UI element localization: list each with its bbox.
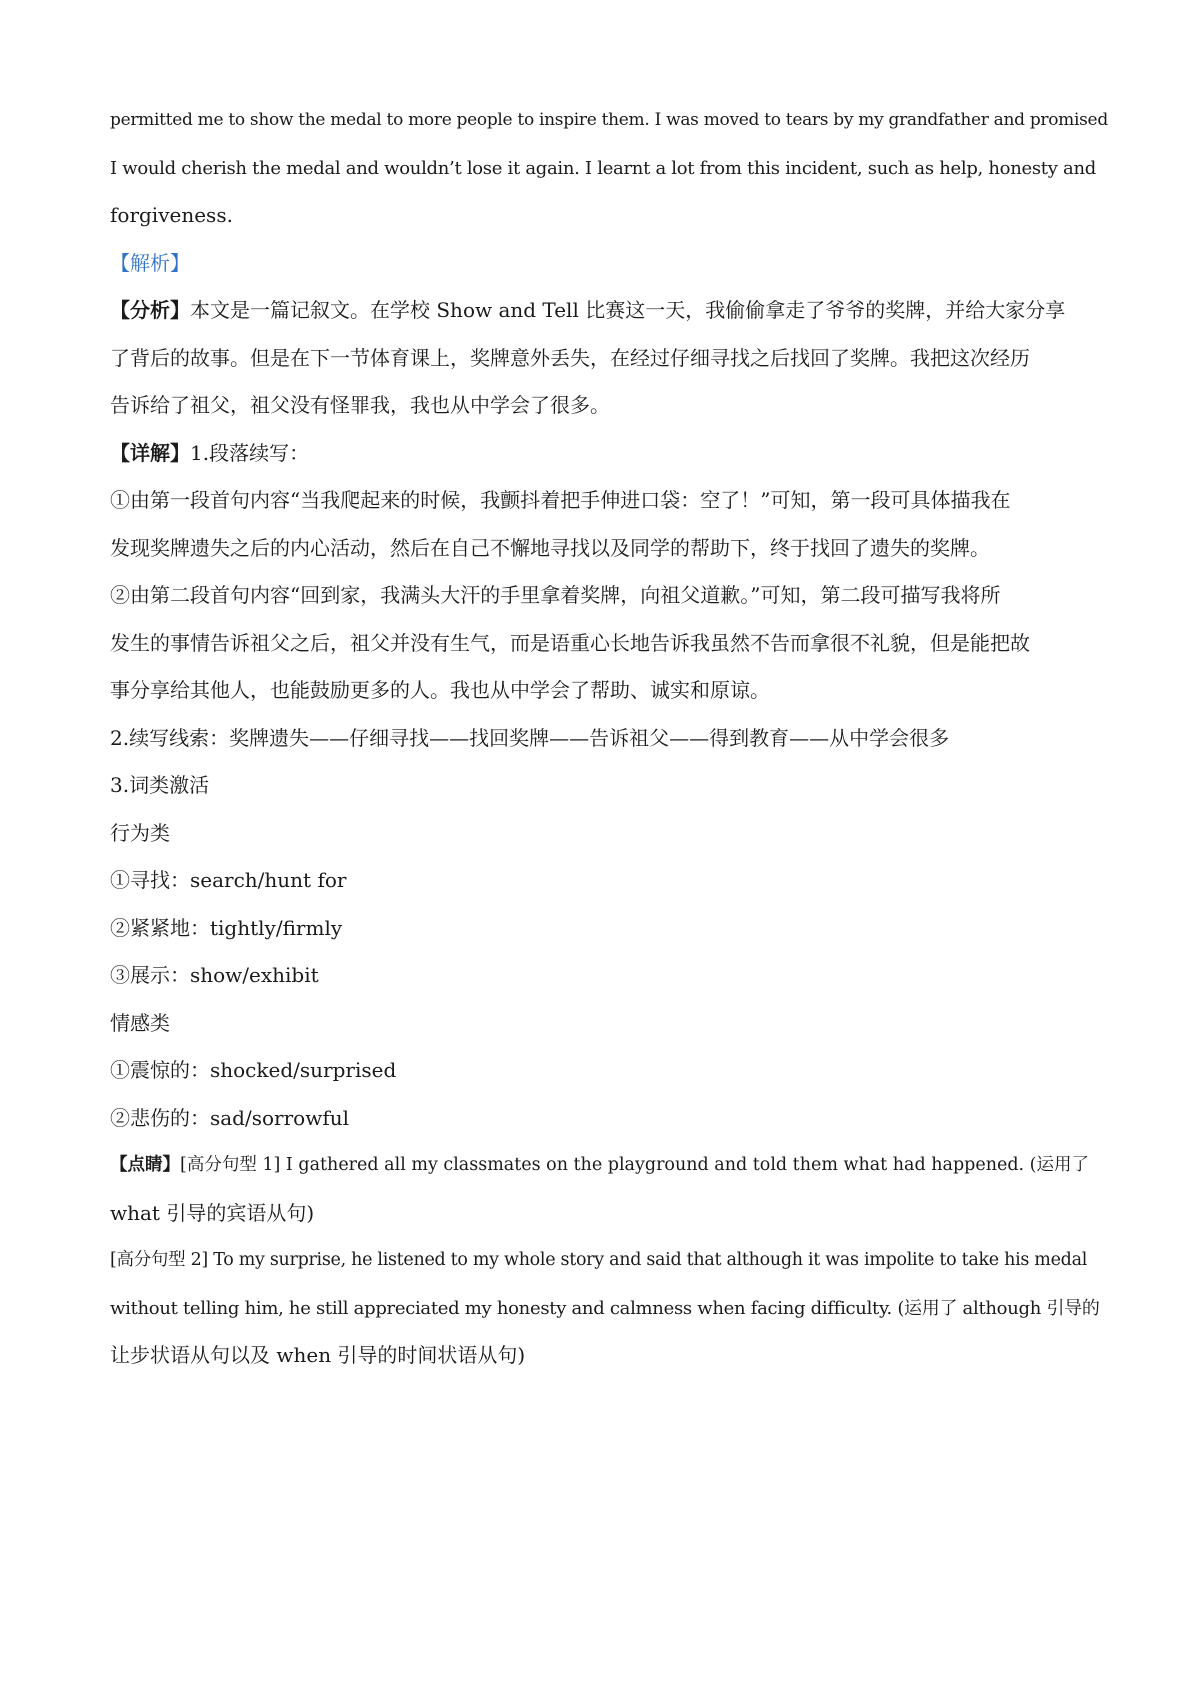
text-line: what 引导的宾语从句) <box>110 1200 315 1225</box>
detail-label: 【详解】 <box>110 440 190 465</box>
text-line: 3.词类激活 <box>110 773 210 797</box>
text-line: [高分句型 2] To my surprise, he listened to my whole story and said that although it was impolite to take his medal <box>110 1250 1087 1270</box>
highlight-label: 【点睛】 <box>110 1155 180 1175</box>
vocab-item: ①震惊的：shocked/surprised <box>110 1058 397 1082</box>
detail-text: 1.段落续写： <box>190 440 310 465</box>
text-line: 告诉给了祖父，祖父没有怪罪我，我也从中学会了很多。 <box>110 393 610 417</box>
text-line: without telling him, he still appreciated my honesty and calmness when facing difficulty. (运用了 although 引导的 <box>110 1297 1100 1319</box>
category-heading: 行为类 <box>110 820 170 845</box>
vocab-item: ①寻找：search/hunt for <box>110 868 347 892</box>
text-line: forgiveness. <box>110 203 233 227</box>
vocab-item: ③展示：show/exhibit <box>110 963 319 987</box>
text-line: 让步状语从句以及 when 引导的时间状语从句) <box>110 1343 526 1367</box>
document-page <box>110 97 1110 1380</box>
highlight-text: [高分句型 1] I gathered all my classmates on the playground and told them what had happened. (运用了 <box>180 1155 1089 1175</box>
section-heading-jiexi: 【解析】 <box>110 250 190 275</box>
highlight-line <box>110 1142 1110 1190</box>
category-heading: 情感类 <box>110 1010 170 1035</box>
text-line: I would cherish the medal and wouldn’t lose it again. I learnt a lot from this incident, such as help, honesty and <box>110 157 1096 179</box>
text-line: 发生的事情告诉祖父之后，祖父并没有生气，而是语重心长地告诉我虽然不告而拿很不礼貌，但是能把故 <box>110 630 1030 655</box>
vocab-item: ②紧紧地：tightly/firmly <box>110 915 343 940</box>
text-line: 事分享给其他人，也能鼓励更多的人。我也从中学会了帮助、诚实和原谅。 <box>110 678 770 702</box>
analysis-text: 本文是一篇记叙文。在学校 Show and Tell 比赛这一天，我偷偷拿走了爷爷的奖牌，并给大家分享 <box>190 298 1066 322</box>
text-line: 发现奖牌遗失之后的内心活动，然后在自己不懈地寻找以及同学的帮助下，终于找回了遗失的奖牌。 <box>110 535 990 560</box>
text-line: ①由第一段首句内容“当我爬起来的时候，我颤抖着把手伸进口袋：空了！”可知，第一段可具体描我在 <box>110 488 1011 512</box>
text-line: permitted me to show the medal to more people to inspire them. I was moved to tears by my grandfather and promised <box>110 110 1108 130</box>
text-line: ②由第二段首句内容“回到家，我满头大汗的手里拿着奖牌，向祖父道歉。”可知，第二段可描写我将所 <box>110 583 1001 607</box>
analysis-line <box>110 287 1110 335</box>
text-line: 2.续写线索：奖牌遗失——仔细寻找——找回奖牌——告诉祖父——得到教育——从中学会很多 <box>110 725 950 750</box>
text-line: 了背后的故事。但是在下一节体育课上，奖牌意外丢失，在经过仔细寻找之后找回了奖牌。我把这次经历 <box>110 345 1030 370</box>
detail-line <box>110 430 1110 478</box>
vocab-item: ②悲伤的：sad/sorrowful <box>110 1105 349 1130</box>
analysis-label: 【分析】 <box>110 298 190 322</box>
